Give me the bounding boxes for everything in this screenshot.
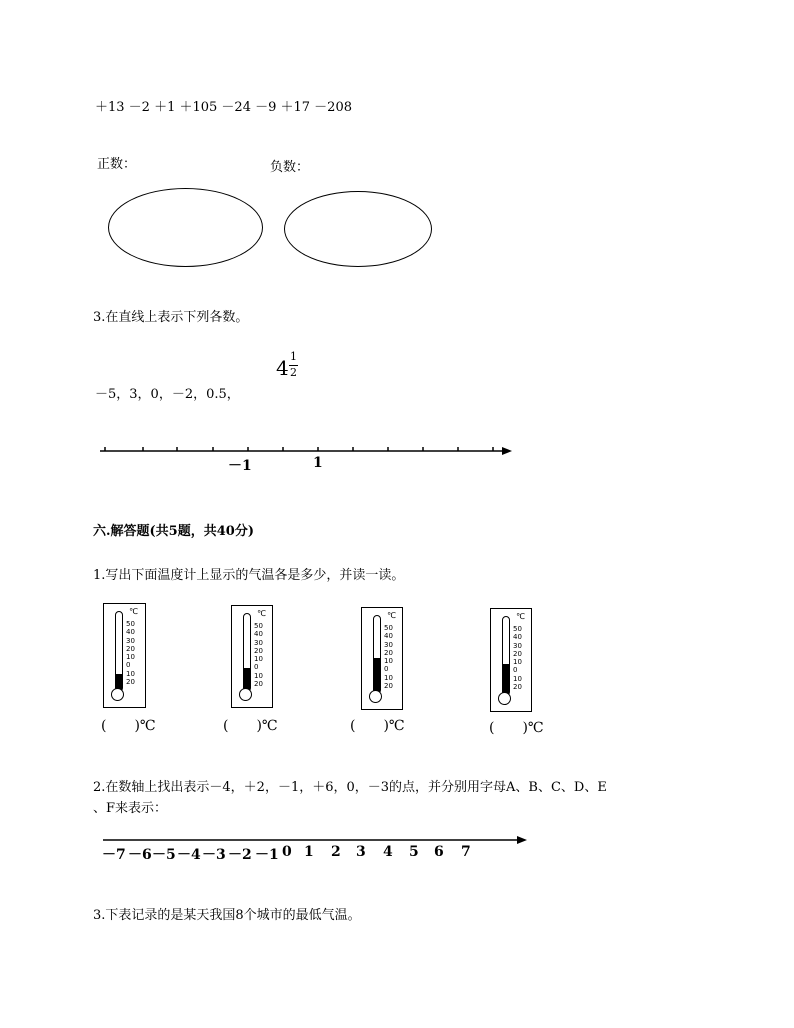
axis2-label: －6 [128,847,152,863]
scale-label: 20 [384,648,393,657]
celsius-unit: ℃ [516,612,525,621]
thermometer [361,607,403,710]
number-list: ＋13 －2 ＋1 ＋105 －24 －9 ＋17 －208 [95,100,352,115]
scale-label: 40 [513,633,522,642]
scale-label: 0 [254,663,259,672]
axis2-label: 3 [356,844,366,860]
axis2-label: 4 [383,844,393,860]
q3-title: 3.在直线上表示下列各数。 [93,310,249,325]
scale-label: 30 [513,641,522,650]
thermometer-scale [384,624,393,690]
scale-label: 20 [254,680,263,689]
scale-label: 20 [254,646,263,655]
scale-label: 40 [254,630,263,639]
axis2-label: 2 [331,844,341,860]
section-title: 六.解答题(共5题，共40分) [93,524,254,539]
scale-label: 10 [254,671,263,680]
scale-label: 40 [384,632,393,641]
thermometer-scale [513,625,522,691]
thermometer [490,608,532,712]
axis1-label-1: 1 [313,455,323,471]
scale-label: 10 [254,655,263,664]
scale-label: 20 [126,644,135,653]
q1-title: 1.写出下面温度计上显示的气温各是多少，并读一读。 [93,568,405,583]
arrow-head [517,836,527,844]
axis2-label: 0 [282,844,292,860]
mercury-column [374,658,380,693]
celsius-unit: ℃ [257,609,266,618]
scale-label: 10 [126,669,135,678]
axis2-label: －5 [152,847,176,863]
q2-line2: 、F来表示： [93,801,168,816]
thermometer [231,605,273,708]
q2-line1: 2.在数轴上找出表示－4，＋2，－1，＋6，0，－3的点，并分别用字母A、B、C、D、E [93,780,607,795]
axis2-label: －4 [177,847,201,863]
axis2-label: 5 [409,844,419,860]
q3b-title: 3.下表记录的是某天我国8个城市的最低气温。 [93,908,361,923]
axis2-label: －3 [202,847,226,863]
scale-label: 0 [513,666,518,675]
scale-label: 30 [254,638,263,647]
answer-blank-2[interactable]: ( )℃ [223,718,278,734]
scale-label: 20 [513,649,522,658]
q3-number-list: －5，3，0，－2，0.5， [95,387,240,402]
number-line-1[interactable] [100,447,512,455]
axis2-label: －1 [255,847,279,863]
scale-label: 50 [254,622,263,630]
scale-label: 10 [126,653,135,662]
scale-label: 10 [513,658,522,667]
scale-label: 20 [513,683,522,692]
scale-label: 0 [126,661,131,670]
thermometer-bulb [239,688,252,701]
axis2-label: 7 [461,844,471,860]
arrow-head [502,447,512,455]
scale-label: 10 [384,673,393,682]
axis1-label-minus1: －1 [228,458,252,474]
scale-label: 40 [126,628,135,637]
scale-label: 20 [384,682,393,691]
fraction-whole: 4 [276,356,289,380]
scale-label: 50 [126,620,135,628]
thermometer-bulb [498,692,511,705]
thermometer [103,603,146,708]
thermometer-bulb [111,688,124,701]
answer-blank-4[interactable]: ( )℃ [489,720,544,736]
scale-label: 10 [513,674,522,683]
scale-label: 20 [126,678,135,687]
mercury-column [503,664,509,695]
scale-label: 30 [126,636,135,645]
negative-label: 负数： [270,160,310,175]
fraction-numerator: 1 [290,350,297,363]
axis2-label: 6 [434,844,444,860]
thermometer-bulb [369,690,382,703]
number-line-2[interactable] [103,836,527,844]
scale-label: 10 [384,657,393,666]
fraction-denominator: 2 [290,366,297,379]
thermometer-scale [126,620,135,686]
thermometer-scale [254,622,263,688]
scale-label: 30 [384,640,393,649]
axis2-label: －7 [102,847,126,863]
answer-blank-3[interactable]: ( )℃ [350,718,405,734]
scale-label: 50 [513,625,522,633]
answer-blank-1[interactable]: ( )℃ [101,718,156,734]
scale-label: 0 [384,665,389,674]
axis2-label: －2 [228,847,252,863]
celsius-unit: ℃ [387,611,396,620]
scale-label: 50 [384,624,393,632]
axis2-label: 1 [304,844,314,860]
celsius-unit: ℃ [129,607,138,616]
positive-label: 正数： [97,157,137,172]
